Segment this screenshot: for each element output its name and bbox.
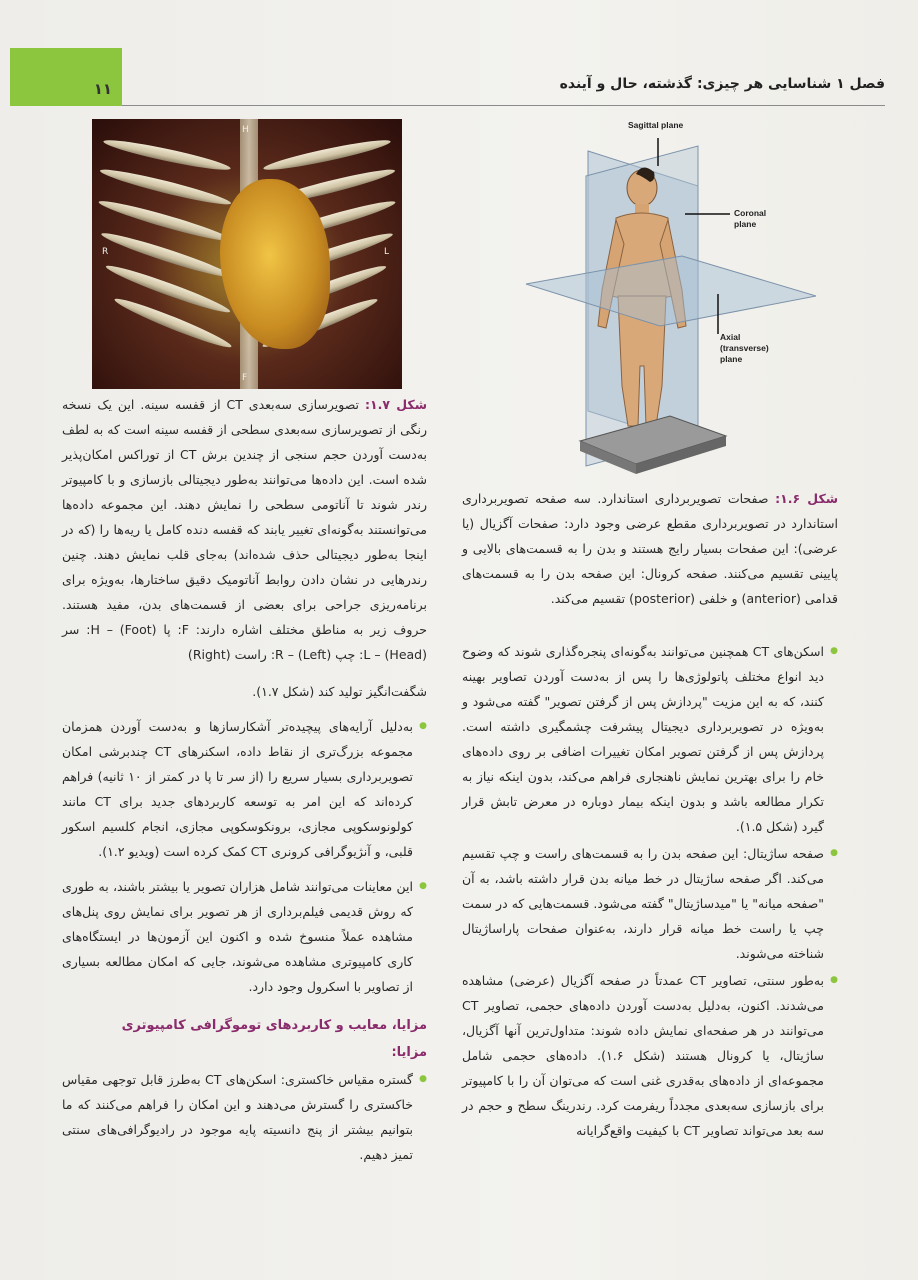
axial-label-line-1: Axial xyxy=(720,332,741,342)
page-header xyxy=(10,48,885,106)
section-heading: مزایا، معایب و کاربردهای توموگرافی کامپیوتری xyxy=(121,1018,427,1033)
rib-shape xyxy=(262,136,392,175)
axial-label-line-2: (transverse) xyxy=(720,343,769,353)
ct-label-foot: F xyxy=(242,373,248,383)
bullet-grayscale: ● گستره مقیاس خاکستری: اسکن‌های CT به‌طرز قابل توجهی مقیاس خاکستری را گسترش می‌دهند و این امکان را فراهم می‌کنند که ما بتوانیم بیشتر از پنج دانسیته پایه موجود در رادیوگرافی‌های سنتی تمیز دهیم. xyxy=(62,1067,427,1167)
figure-1-6-caption xyxy=(462,486,838,611)
figure-1-7-label: شکل ۱.۷: xyxy=(364,397,427,412)
imaging-planes-diagram xyxy=(520,116,820,486)
ct-label-right: R xyxy=(102,247,109,257)
bullet-multislice: ● به‌دلیل آرایه‌های پیچیده‌تر آشکارسازها و به‌دست آوردن همزمان مجموعه بزرگ‌تری از نقاط داده، اسکنرهای CT چندبرشی امکان تصویربرداری بسیار سریع را (از سر تا پا در کمتر از ۱۰ ثانیه) فراهم کرده‌اند که این امر به توسعه کاربردهای جدید برای CT مانند کولونوسکوپی مجازی، برونکوسکوپی مجازی، انجام کلسیم اسکور قلبی، و آنژیوگرافی کرونری CT کمک کرده است (ویدیو ۱.۲). xyxy=(62,714,427,864)
coronal-plane-label xyxy=(734,208,766,230)
rib-shape xyxy=(102,136,232,175)
heart-shape xyxy=(220,179,330,349)
chapter-title: فصل ۱ شناسایی هر چیزی: گذشته، حال و آینده xyxy=(559,76,885,92)
figure-1-7-caption-text: تصویرسازی سه‌بعدی CT از قفسه سینه. این یک نسخه رنگی از تصویرسازی سه‌بعدی سطحی از قفسه سینه است که به لطف به‌دست آوردن حجم سنجی از چندین برش CT از توراکس امکان‌پذیر شده است. این داده‌ها می‌توانند به‌طور دیجیتالی بازسازی و با کامپیوتر رندر شوند تا آناتومی سطحی را نمایش دهند. این مجموعه داده‌ها می‌توانستند به‌گونه‌ای تغییر یابند که قفسه دنده کامل یا ریه‌ها را (که در اینجا به‌طور دیجیتالی حذف شده‌اند) به‌جای قلب نمایش دهند. چنین رندرهایی در نشان دادن روابط آناتومیک دقیق ساختارها، به‌ویژه برای برنامه‌ریزی جراحی برای بعضی از قسمت‌های بدن، مفید هستند. حروف زیر به مناطق مختلف اشاره دارند: F: پا (Foot) – H: سر (Head) – L: چپ (Left) – R: راست (Right) xyxy=(62,397,427,662)
coronal-label-line-2: plane xyxy=(734,219,757,229)
ct-label-head: H xyxy=(242,125,249,135)
figure-1-6-caption-text: صفحات تصویربرداری استاندارد. سه صفحه تصویربرداری استاندارد در تصویربرداری مقطع عرضی وجود دارد: صفحات آگزیال (یا عرضی): این صفحات بسیار رایج هستند و بدن را به قسمت‌های بالایی و پایینی تقسیم می‌کنند. صفحه کرونال: این صفحه بدن را به قسمت‌های قدامی (anterior) و خلفی (posterior) تقسیم می‌کند. xyxy=(462,491,838,606)
right-column xyxy=(462,486,838,1143)
ct-label-left: L xyxy=(384,247,390,257)
coronal-label-line-1: Coronal xyxy=(734,208,767,218)
imaging-planes-svg xyxy=(520,116,820,486)
bullet-sagittal: ● صفحه ساژیتال: این صفحه بدن را به قسمت‌های راست و چپ تقسیم می‌کند. اگر صفحه ساژیتال در خط میانه بدن قرار داشته باشد، به آن "صفحه میانه" یا "میدساژیتال" گفته می‌شود. قسمت‌هایی که در سمت چپ یا راست خط میانه قرار دارند، به‌عنوان صفحات پاراساژیتال شناخته می‌شوند. xyxy=(462,841,838,966)
axial-plane-label xyxy=(720,332,769,365)
bullet-windowing: ● اسکن‌های CT همچنین می‌توانند به‌گونه‌ای پنجره‌گذاری شوند که وضوح دید انواع مختلف پاتولوژی‌ها را پس از به‌دست آوردن تصاویر بهینه کنند، که به این مزیت "پردازش پس از گرفتن تصویر" گفته می‌شود و به‌ویژه در تصویربرداری دیجیتال پیشرفت چشمگیری داشته است. پردازش پس از گرفتن تصویر امکان تغییرات اضافی بر روی داده‌های خام را برای بهترین نمایش ناهنجاری فراهم می‌کند، بدون اینکه نیاز به تکرار مطالعه باشد و بدون اینکه بیمار دوباره در معرض تابش قرار گیرد (شکل ۱.۵). xyxy=(462,639,838,839)
continuation-text: شگفت‌انگیز تولید کند (شکل ۱.۷). xyxy=(252,684,427,699)
figure-1-6-label: شکل ۱.۶: xyxy=(775,491,839,506)
ct-chest-3d-image xyxy=(92,119,402,389)
page-number: ۱۱ xyxy=(93,80,112,98)
bullet-workstations: ● این معاینات می‌توانند شامل هزاران تصویر یا بیشتر باشند، به طوری که روش قدیمی فیلم‌برداری از هر تصویر برای نمایش روی پنل‌های مشاهده عملاً منسوخ شده و اکنون این آزمون‌ها در ایستگاه‌های کاری کامپیوتری مشاهده می‌شوند، جایی که امکان مطالعه بسیاری از تصاویر با اسکرول وجود دارد. xyxy=(62,874,427,999)
header-rule xyxy=(122,105,885,106)
page-number-box xyxy=(10,48,122,106)
left-column xyxy=(62,392,427,1167)
sagittal-plane-label: Sagittal plane xyxy=(628,120,684,130)
axial-plane-shape xyxy=(526,256,816,326)
figure-1-7-caption xyxy=(62,392,427,667)
axial-label-line-3: plane xyxy=(720,354,743,364)
bullet-axial: ● به‌طور سنتی، تصاویر CT عمدتاً در صفحه آگزیال (عرضی) مشاهده می‌شدند. اکنون، به‌دلیل به‌دست آوردن داده‌های حجمی، تصاویر CT می‌توانند در هر صفحه‌ای نمایش داده شوند: متداول‌ترین آنها آگزیال، ساژیتال، یا کرونال هستند (شکل ۱.۶). داده‌های حجمی شامل مجموعه‌ای از داده‌های به‌قدری غنی است که می‌توان آن را با کامپیوتر برای بازسازی سه‌بعدی مجدداً ریفرمت کرد. رندرینگ سطح و حجم در سه بعد می‌تواند تصاویر CT با کیفیت واقع‌گرایانه xyxy=(462,968,838,1143)
subsection-heading: مزایا: xyxy=(391,1045,427,1060)
